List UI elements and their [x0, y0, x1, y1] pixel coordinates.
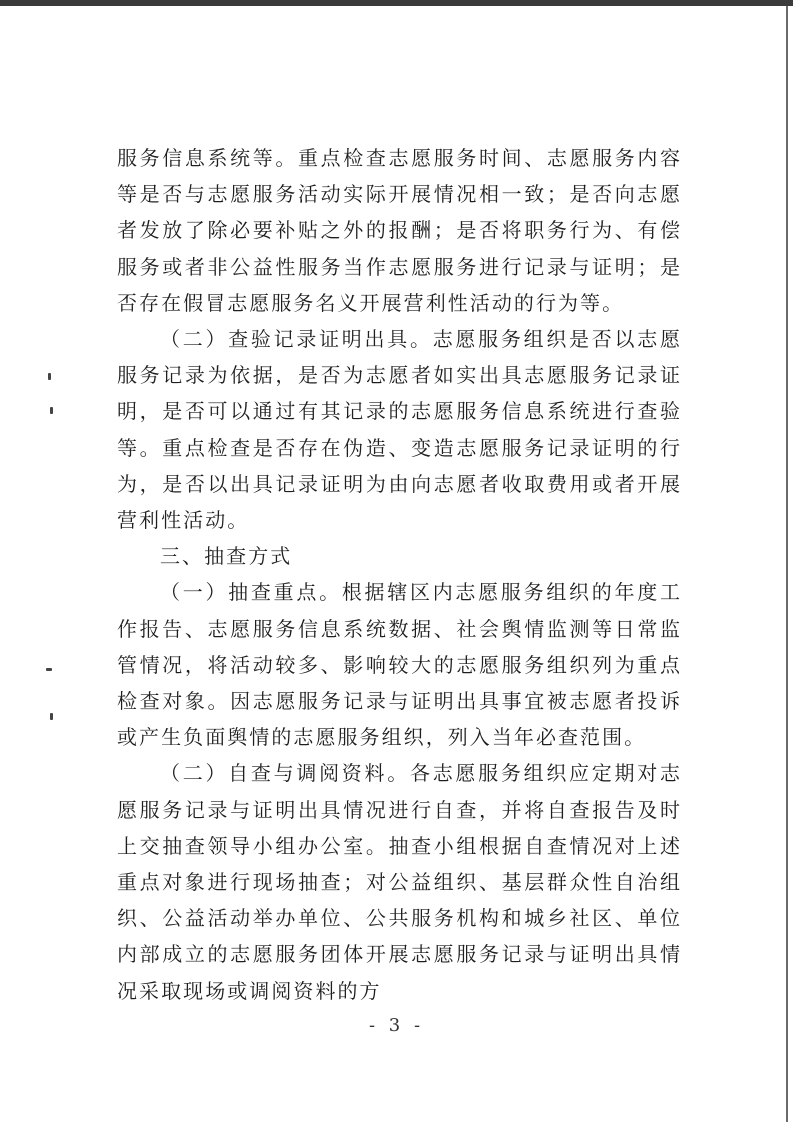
- paragraph-text: 服务信息系统等。重点检查志愿服务时间、志愿服务内容等是否与志愿服务活动实际开展情况相一致；是否向志愿者发放了除必要补贴之外的报酬；是否将职务行为、有偿服务或者非公益性服务当作志愿服务进行记录与证明；是否存在假冒志愿服务名义开展营利性活动的行为等。: [117, 146, 682, 315]
- document-body: [117, 140, 682, 1009]
- paragraph-self-check: [117, 755, 682, 1008]
- paragraph-key-points: [117, 574, 682, 755]
- section-heading: 三、抽查方式: [160, 544, 293, 569]
- paragraph-inspection-content: [117, 140, 682, 321]
- paragraph-lead: （二）查验记录证明出具。: [160, 327, 433, 352]
- paragraph-lead: （二）自查与调阅资料。: [160, 761, 410, 786]
- scan-mark: [46, 668, 52, 671]
- scan-right-edge: [786, 6, 788, 1122]
- scan-mark: [48, 373, 51, 380]
- scan-mark: [50, 713, 53, 720]
- paragraph-text: 根据辖区内志愿服务组织的年度工作报告、志愿服务信息系统数据、社会舆情监测等日常监管情况，将活动较多、影响较大的志愿服务组织列为重点检查对象。因志愿服务记录与证明出具事宜被志愿者投诉或产生负面舆情的志愿服务组织，列入当年必查范围。: [117, 580, 683, 750]
- paragraph-lead: （一）抽查重点。: [160, 580, 342, 605]
- scan-top-edge: [0, 0, 793, 6]
- paragraph-text: 志愿服务组织是否以志愿服务记录为依据，是否为志愿者如实出具志愿服务记录证明，是否可以通过有其记录的志愿服务信息系统进行查验等。重点检查是否存在伪造、变造志愿服务记录证明的行为，是否以出具记录证明为由向志愿者收取费用或者开展营利性活动。: [117, 327, 682, 533]
- paragraph-verification: [117, 321, 682, 538]
- paragraph-text: 各志愿服务组织应定期对志愿服务记录与证明出具情况进行自查，并将自查报告及时上交抽查领导小组办公室。抽查小组根据自查情况对上述重点对象进行现场抽查；对公益组织、基层群众性自治组织、公益活动举办单位、公共服务机构和城乡社区、单位内部成立的志愿服务团体开展志愿服务记录与证明出具情况采取现场或调阅资料的方: [117, 761, 682, 1003]
- page-number: - 3 -: [368, 1015, 425, 1036]
- scan-mark: [50, 407, 53, 414]
